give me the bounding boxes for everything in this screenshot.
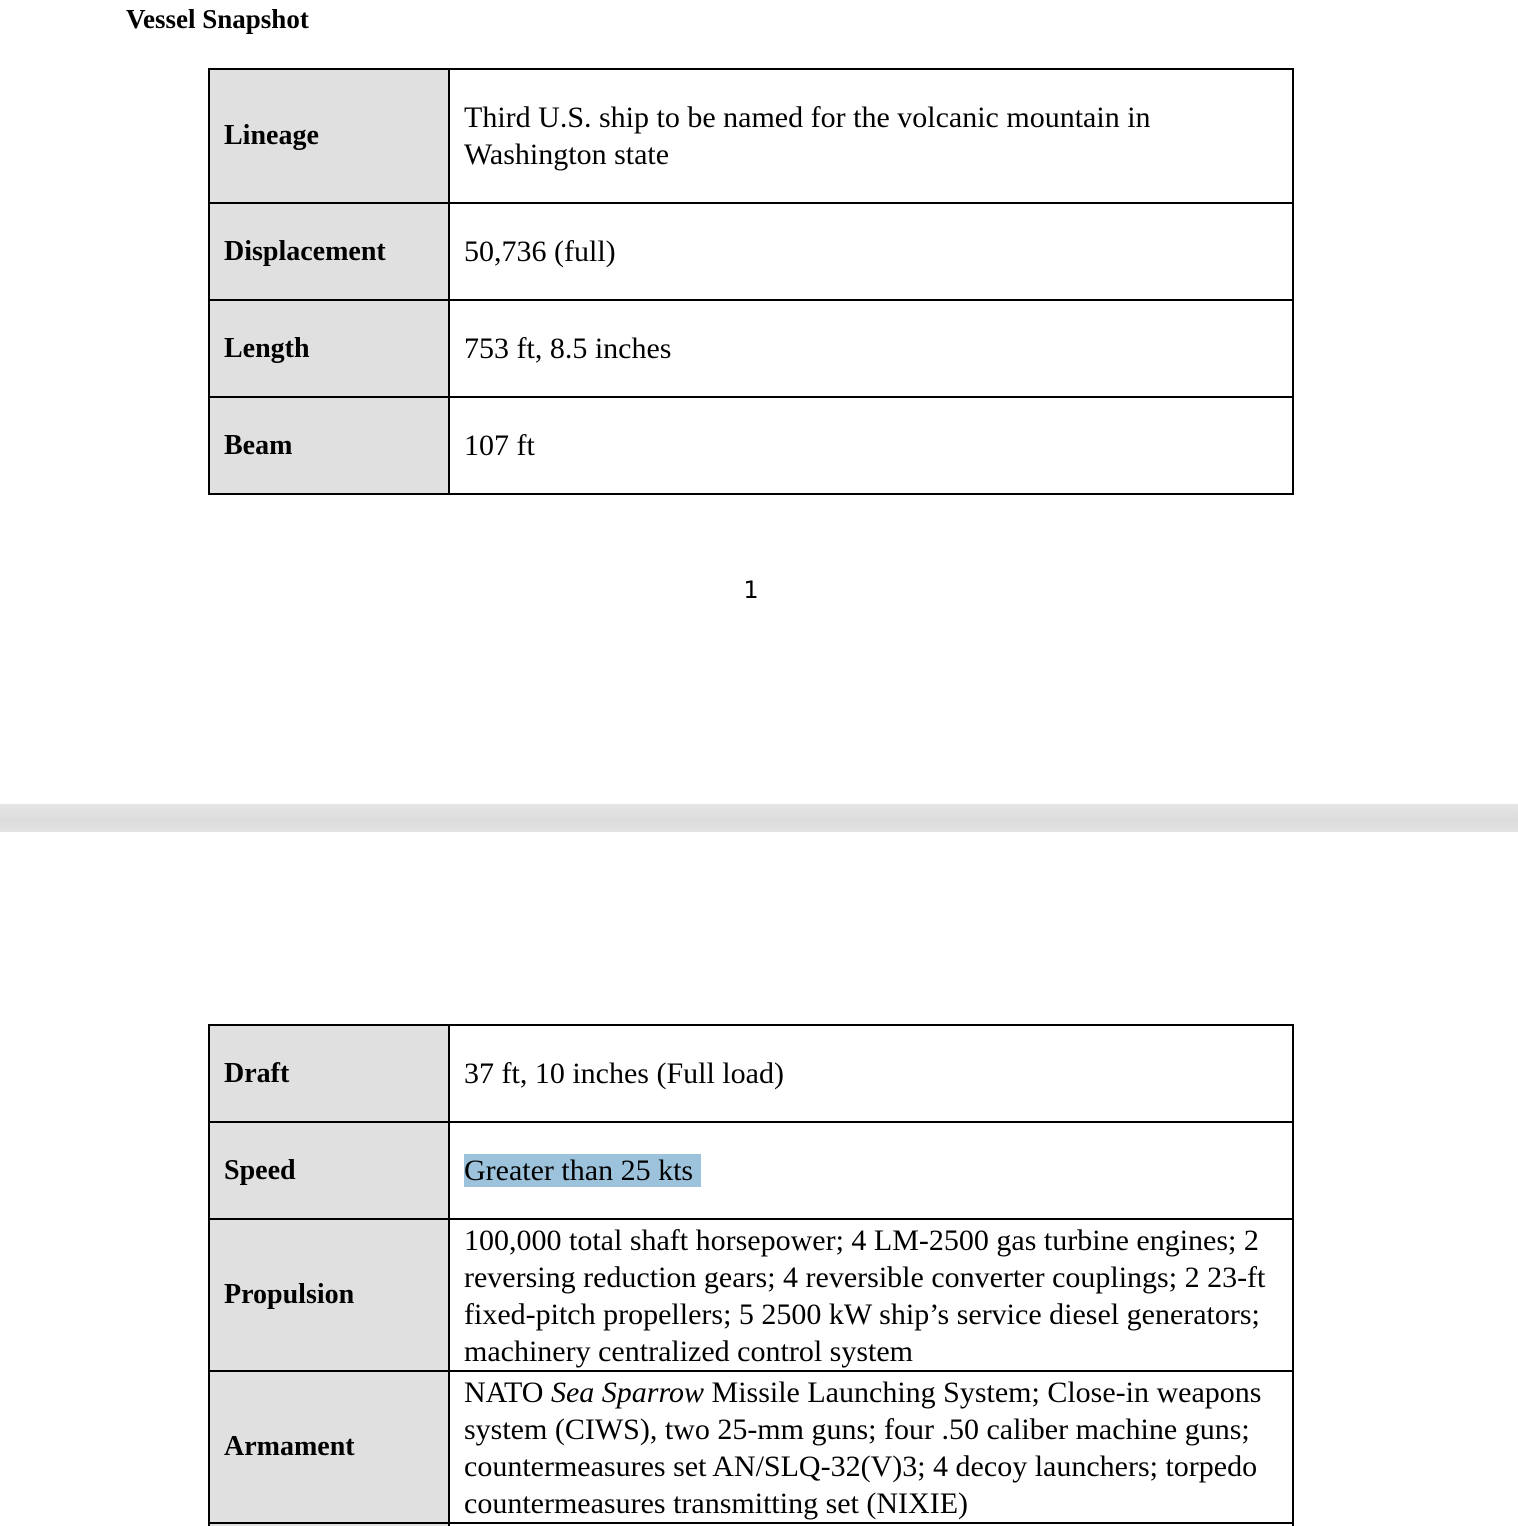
- table-row: [209, 203, 1293, 300]
- row-label-length: Length: [209, 300, 449, 397]
- row-label-armament: Armament: [209, 1371, 449, 1523]
- table-row: [209, 397, 1293, 494]
- table-row: [209, 1122, 1293, 1219]
- row-value-speed[interactable]: [449, 1122, 1293, 1219]
- vessel-spec-table-part-1: [208, 68, 1294, 495]
- row-label-lineage: Lineage: [209, 69, 449, 203]
- table-row: [209, 1371, 1293, 1523]
- row-label-propulsion: Propulsion: [209, 1219, 449, 1371]
- armament-text-prefix: NATO: [464, 1376, 551, 1409]
- document-page-2: [0, 832, 1518, 1526]
- row-value-draft[interactable]: 37 ft, 10 inches (Full load): [449, 1025, 1293, 1122]
- table-row: [209, 300, 1293, 397]
- row-label-beam: Beam: [209, 397, 449, 494]
- row-label-displacement: Displacement: [209, 203, 449, 300]
- table-row: [209, 1025, 1293, 1122]
- armament-text-italic: Sea Sparrow: [550, 1376, 705, 1409]
- row-value-lineage[interactable]: Third U.S. ship to be named for the volcanic mountain in Washington state: [449, 69, 1293, 203]
- row-value-beam[interactable]: 107 ft: [449, 397, 1293, 494]
- row-label-speed: Speed: [209, 1122, 449, 1219]
- section-heading: Vessel Snapshot: [126, 4, 309, 34]
- selected-text-highlight[interactable]: Greater than 25 kts: [464, 1154, 701, 1187]
- row-value-length[interactable]: 753 ft, 8.5 inches: [449, 300, 1293, 397]
- armament-text-suffix: Missile Launching System; Close-in weapons system (CIWS), two 25-mm guns; four .50 caliber machine guns; countermeasures set AN/SLQ-32(V)3; 4 decoy launchers; torpedo countermeasures transmitting set (NIXIE): [464, 1376, 1262, 1520]
- page-number: 1: [743, 576, 759, 604]
- page-separator: [0, 804, 1518, 832]
- row-value-armament[interactable]: [449, 1371, 1293, 1523]
- row-value-displacement[interactable]: 50,736 (full): [449, 203, 1293, 300]
- table-row: [209, 1219, 1293, 1371]
- row-label-draft: Draft: [209, 1025, 449, 1122]
- table-row: [209, 69, 1293, 203]
- vessel-spec-table-part-2: [208, 1024, 1294, 1526]
- row-value-propulsion[interactable]: 100,000 total shaft horsepower; 4 LM-2500 gas turbine engines; 2 reversing reduction gears; 4 reversible converter couplings; 2 23-ft fixed-pitch propellers; 5 2500 kW ship’s service diesel generators; machinery centralized control system: [449, 1219, 1293, 1371]
